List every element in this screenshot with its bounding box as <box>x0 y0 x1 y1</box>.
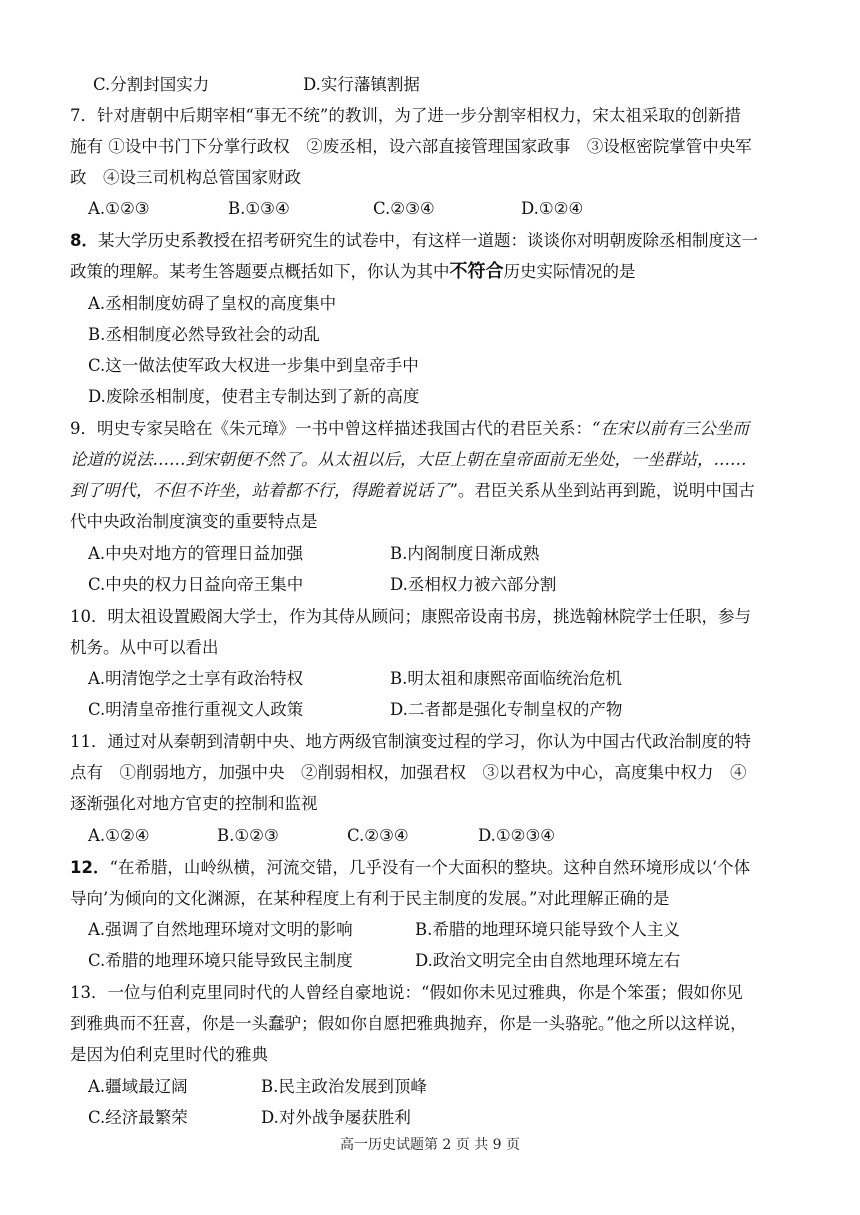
q11-stem-line2: 点有 ①削弱地方，加强中央 ②削弱相权，加强君权 ③以君权为中心，高度集中权力 ④ <box>70 763 747 782</box>
q9-quote: “在宋以前有三公坐而 <box>592 419 749 438</box>
q8-option-a: A.丞相制度妨碍了皇权的高度集中 <box>88 294 337 313</box>
q10-option-b: B.明太祖和康熙帝面临统治危机 <box>390 669 622 688</box>
q12-option-b: B.希腊的地理环境只能导致个人主义 <box>415 920 680 939</box>
q7-option-d: D.①②④ <box>521 199 584 218</box>
q11-stem-line1: 11．通过对从秦朝到清朝中央、地方两级官制演变过程的学习，你认为中国古代政治制度的特 <box>70 732 751 751</box>
q8-stem-part: 历史实际情况的是 <box>503 262 636 281</box>
q10-option-d: D.二者都是强化专制皇权的产物 <box>390 700 623 719</box>
q9-option-b: B.内阁制度日渐成熟 <box>390 544 540 563</box>
q13-option-c: C.经济最繁荣 <box>88 1108 188 1127</box>
q9-stem-line2: 论道的说法……到宋朝便不然了。从太祖以后，大臣上朝在皇帝面前无坐处，一坐群站，…… <box>70 450 747 469</box>
q9-stem-part: ”。君臣关系从坐到站再到跪，说明中国古 <box>449 481 755 500</box>
q10-option-a: A.明清饱学之士享有政治特权 <box>88 669 304 688</box>
q8-stem-line2 <box>70 261 810 283</box>
q11-option-c: C.②③④ <box>347 826 409 845</box>
q13-stem-line3: 是因为伯利克里时代的雅典 <box>70 1045 268 1064</box>
q9-quote: 到了明代，不但不许坐，站着都不行，得跪着说话了 <box>70 481 450 500</box>
q13-stem-line2: 到雅典而不狂喜，你是一头蠢驴；假如你自愿把雅典抛弃，你是一头骆驼。”他之所以这样说， <box>70 1014 747 1033</box>
q9-stem-line4: 代中央政治制度演变的重要特点是 <box>70 512 318 531</box>
q7-stem-line2: 施有 ①设中书门下分掌行政权 ②废丞相，设六部直接管理国家政事 ③设枢密院掌管中央军 <box>70 137 752 156</box>
q11-option-b: B.①②③ <box>217 826 279 845</box>
q9-option-d: D.丞相权力被六部分割 <box>390 575 557 594</box>
q12-option-c: C.希腊的地理环境只能导致民主制度 <box>88 951 353 970</box>
q9-stem-line1 <box>70 418 810 440</box>
q11-option-a: A.①②④ <box>88 826 150 845</box>
q10-option-c: C.明清皇帝推行重视文人政策 <box>88 700 304 719</box>
q8-stem-line1 <box>70 230 810 252</box>
q8-stem-text: 某大学历史系教授在招考研究生的试卷中，有这样一道题：谈谈你对明朝废除丞相制度这一 <box>97 231 758 250</box>
q6-option-c: C.分割封国实力 <box>93 75 210 94</box>
q13-option-a: A.疆域最辽阔 <box>88 1077 188 1096</box>
q6-option-d: D.实行藩镇割据 <box>303 75 420 94</box>
q8-option-b: B.丞相制度必然导致社会的动乱 <box>88 325 320 344</box>
q8-option-d: D.废除丞相制度，使君主专制达到了新的高度 <box>88 387 420 406</box>
q11-stem-line3: 逐渐强化对地方官吏的控制和监视 <box>70 794 318 813</box>
q11-option-d: D.①②③④ <box>478 826 556 845</box>
q9-stem-part: 9．明史专家吴晗在《朱元璋》一书中曾这样描述我国古代的君臣关系： <box>70 419 592 438</box>
q7-option-c: C.②③④ <box>373 199 435 218</box>
q12-option-d: D.政治文明完全由自然地理环境左右 <box>415 951 681 970</box>
q12-stem-line1 <box>70 857 810 879</box>
q8-option-c: C.这一做法使军政大权进一步集中到皇帝手中 <box>88 356 419 375</box>
q12-stem-line2: 导向’为倾向的文化渊源，在某种程度上有利于民主制度的发展。”对此理解正确的是 <box>70 889 670 908</box>
q13-stem-line1: 13．一位与伯利克里同时代的人曾经自豪地说：“假如你未见过雅典，你是个笨蛋；假如你见 <box>70 983 743 1002</box>
q10-stem-line1: 10．明太祖设置殿阁大学士，作为其侍从顾问；康熙帝设南书房，挑选翰林院学士任职，参与 <box>70 607 751 626</box>
q13-option-b: B.民主政治发展到顶峰 <box>261 1077 427 1096</box>
q8-emphasis: 不符合 <box>449 261 504 282</box>
q7-stem-line3: 政 ④设三司机构总管国家财政 <box>70 168 301 187</box>
q12-number: 12． <box>70 858 110 877</box>
q13-option-d: D.对外战争屡获胜利 <box>261 1108 411 1127</box>
q7-option-b: B.①③④ <box>228 199 290 218</box>
q9-option-c: C.中央的权力日益向帝王集中 <box>88 575 304 594</box>
q7-stem-line1: 7．针对唐朝中后期宰相“事无不统”的教训，为了进一步分割宰相权力，宋太祖采取的创新措 <box>70 106 741 125</box>
q9-stem-line3 <box>70 480 810 502</box>
q9-option-a: A.中央对地方的管理日益加强 <box>88 544 304 563</box>
q7-option-a: A.①②③ <box>88 199 150 218</box>
q8-stem-part: 政策的理解。某考生答题要点概括如下，你认为其中 <box>70 262 450 281</box>
page-footer: 高一历史试题第 2 页 共 9 页 <box>339 1137 521 1153</box>
q8-number: 8． <box>70 231 98 250</box>
q12-option-a: A.强调了自然地理环境对文明的影响 <box>88 920 353 939</box>
q12-stem-text: “在希腊，山岭纵横，河流交错，几乎没有一个大面积的整块。这种自然环境形成以‘个体 <box>109 858 751 877</box>
q10-stem-line2: 机务。从中可以看出 <box>70 638 219 657</box>
